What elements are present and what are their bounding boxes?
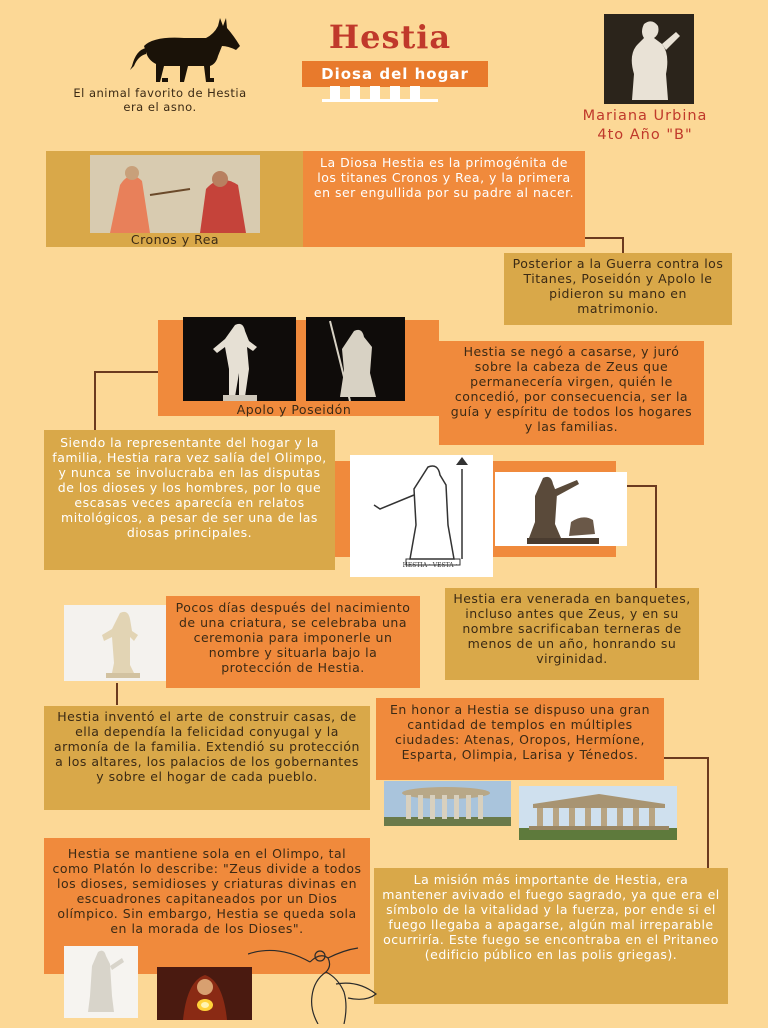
connector: [664, 757, 709, 759]
author-class: 4to Año "B": [597, 127, 693, 143]
text-block-2: Posterior a la Guerra contra los Titanes, Poseidón y Apolo le pidieron su mano en matrimonio.: [504, 253, 732, 325]
donkey-caption: El animal favorito de Hestia era el asno.: [73, 86, 247, 114]
cronos-rea-painting: [90, 155, 260, 233]
connector: [627, 485, 657, 487]
text-block-9: Hestia se mantiene sola en el Olimpo, tal como Platón lo describe: "Zeus divide a todos los dioses, semidioses y criaturas divinas en escuadrones capitaneados por un Dios olímpico. Sin embargo, Hestia se queda sola en la morada de los Dioses".: [44, 838, 370, 974]
apolo-statue-photo: [183, 317, 296, 401]
greek-temple-photo: [519, 786, 677, 840]
poseidon-statue-photo: [306, 317, 405, 401]
round-temple-photo: [384, 781, 511, 826]
hestia-statue-photo: [604, 14, 694, 104]
page-title: Hestia: [328, 18, 452, 56]
connector: [707, 757, 709, 869]
connector: [94, 371, 96, 430]
dancing-figure-drawing: [248, 944, 384, 1024]
bronze-statue-photo: [495, 472, 627, 546]
author-name: Mariana Urbina: [582, 108, 708, 124]
text-block-4: Siendo la representante del hogar y la familia, Hestia rara vez salía del Olimpo, y nunca se involucraba en las disputas de los dioses y los hombres, por lo que escasas veces aparecía en relatos mitológicos, a pesar de ser una de las diosas principales.: [44, 430, 335, 570]
temple-icon: [322, 86, 438, 102]
apolo-poseidon-caption: Apolo y Poseidón: [236, 402, 352, 417]
page-subtitle: Diosa del hogar: [321, 65, 469, 83]
hestia-vesta-engraving: [350, 455, 493, 577]
connector: [585, 237, 624, 239]
connector: [94, 371, 158, 373]
child-statue-photo: [64, 605, 180, 681]
text-block-6: Pocos días después del nacimiento de una criatura, se celebraba una ceremonia para imponerle un nombre y situarla bajo la protección de Hestia.: [166, 596, 420, 688]
statue-label: HESTIA · VESTA ·: [402, 562, 458, 569]
text-block-5: Hestia era venerada en banquetes, incluso antes que Zeus, y en su nombre sacrificaban terneras de menos de un año, honrando su virginidad.: [445, 588, 699, 680]
donkey-image: [124, 16, 242, 84]
text-block-3: Hestia se negó a casarse, y juró sobre la cabeza de Zeus que permanecería virgen, quién le concedió, por consecuencia, ser la guía y espíritu de todos los hogares y las familias.: [439, 341, 704, 445]
text-block-7: Hestia inventó el arte de construir casas, de ella dependía la felicidad conyugal y la armonía de la familia. Extendió su protección a los altares, los palacios de los gobernantes y sobre el hogar de cada pueblo.: [44, 706, 370, 810]
connector: [655, 485, 657, 589]
text-block-8: En honor a Hestia se dispuso una gran cantidad de templos en múltiples ciudades: Atenas, Oropos, Hermíone, Esparta, Olimpia, Larisa y Ténedos.: [376, 698, 664, 780]
connector: [116, 683, 118, 705]
cronos-rea-caption: Cronos y Rea: [130, 232, 220, 247]
hestia-marble-statue-photo: [64, 946, 138, 1018]
text-block-1: La Diosa Hestia es la primogénita de los titanes Cronos y Rea, y la primera en ser engullida por su padre al nacer.: [303, 151, 585, 247]
flame-painting-photo: [157, 967, 252, 1020]
text-block-10: La misión más importante de Hestia, era mantener avivado el fuego sagrado, ya que era el símbolo de la vitalidad y la fuerza, por ende si el fuego llegaba a apagarse, algún mal irreparable ocurriría. Este fuego se encontraba en el Pritaneo (edificio público en las polis griegas).: [374, 868, 728, 1004]
